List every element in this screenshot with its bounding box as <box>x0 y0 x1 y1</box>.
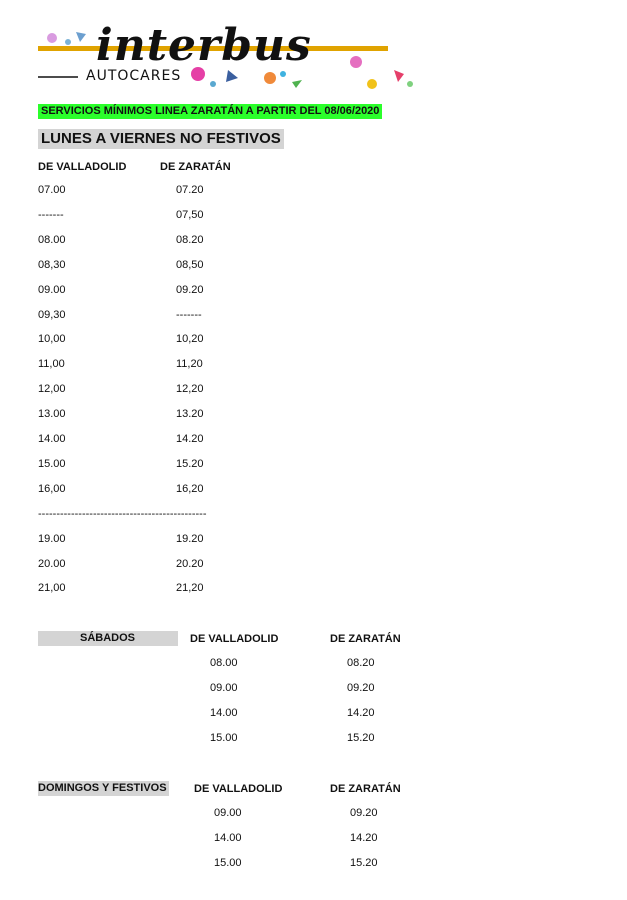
sundays-col-to: DE ZARATÁN <box>330 783 401 795</box>
weekdays-to-time: 14.20 <box>176 433 204 445</box>
weekdays-to-time: 19.20 <box>176 532 204 545</box>
saturdays-to-time: 09.20 <box>347 682 375 694</box>
sundays-to-time: 14.20 <box>350 832 378 844</box>
weekdays-to-time: 08.20 <box>176 233 204 246</box>
saturdays-from-time: 15.00 <box>210 732 238 744</box>
weekdays-from-time: 09,30 <box>38 308 66 321</box>
weekdays-to-time: 07,50 <box>176 208 204 221</box>
weekdays-to-time: 08,50 <box>176 258 204 271</box>
weekdays-col-to: DE ZARATÁN <box>160 161 231 173</box>
weekdays-to-time: 09.20 <box>176 283 204 296</box>
weekdays-from-time: 10,00 <box>38 333 66 346</box>
weekdays-to-time: ------- <box>176 308 202 321</box>
weekdays-to-time: 11,20 <box>176 358 203 371</box>
sundays-from-time: 09.00 <box>214 807 242 819</box>
weekdays-from-time: 13.00 <box>38 408 66 421</box>
weekdays-from-time: 11,00 <box>38 358 65 371</box>
saturdays-to-time: 15.20 <box>347 732 375 744</box>
weekdays-to-time: 13.20 <box>176 408 204 421</box>
interbus-logo <box>38 20 418 96</box>
weekdays-from-time: 07.00 <box>38 184 66 196</box>
weekdays-to-time: 15.20 <box>176 457 204 470</box>
weekdays-from-time: 15.00 <box>38 457 66 470</box>
saturdays-from-time: 08.00 <box>210 657 238 669</box>
sundays-from-time: 15.00 <box>214 857 242 869</box>
weekdays-from-time: 12,00 <box>38 383 66 396</box>
sundays-to-time: 15.20 <box>350 857 378 869</box>
weekdays-from-time: 08,30 <box>38 258 66 271</box>
weekdays-from-time: 09.00 <box>38 283 66 296</box>
saturdays-from-time: 09.00 <box>210 682 238 694</box>
sundays-from-time: 14.00 <box>214 832 242 844</box>
logo-wordmark: interbus <box>96 20 312 71</box>
sundays-label: DOMINGOS Y FESTIVOS <box>38 782 167 794</box>
weekdays-to-time: 20.20 <box>176 557 204 570</box>
weekdays-to-time: 21,20 <box>176 582 204 595</box>
weekdays-from-time: 14.00 <box>38 433 66 445</box>
weekdays-heading: LUNES A VIERNES NO FESTIVOS <box>38 129 284 149</box>
weekdays-to-time: 16,20 <box>176 482 204 495</box>
saturdays-col-to: DE ZARATÁN <box>330 633 401 645</box>
weekdays-from-time: 19.00 <box>38 532 66 545</box>
service-banner: SERVICIOS MÍNIMOS LINEA ZARATÁN A PARTIR DEL 08/06/2020 <box>38 104 382 119</box>
weekdays-from-time: 20.00 <box>38 557 66 570</box>
saturdays-col-from: DE VALLADOLID <box>190 633 279 645</box>
sundays-to-time: 09.20 <box>350 807 378 819</box>
weekdays-from-time: ---------------------------------------------- <box>38 507 207 520</box>
sundays-col-from: DE VALLADOLID <box>194 783 283 795</box>
saturdays-to-time: 08.20 <box>347 657 375 669</box>
weekdays-to-time: 07.20 <box>176 184 204 196</box>
weekdays-to-time: 10,20 <box>176 333 204 346</box>
weekdays-from-time: 21,00 <box>38 582 66 595</box>
weekdays-from-time: 08.00 <box>38 233 66 246</box>
weekdays-to-time: 12,20 <box>176 383 204 396</box>
weekdays-col-from: DE VALLADOLID <box>38 161 127 173</box>
logo-subtitle: AUTOCARES <box>86 68 182 84</box>
weekdays-from-time: ------- <box>38 208 64 221</box>
saturdays-from-time: 14.00 <box>210 707 238 719</box>
saturdays-to-time: 14.20 <box>347 707 375 719</box>
weekdays-from-time: 16,00 <box>38 482 66 495</box>
saturdays-label: SÁBADOS <box>38 631 178 646</box>
